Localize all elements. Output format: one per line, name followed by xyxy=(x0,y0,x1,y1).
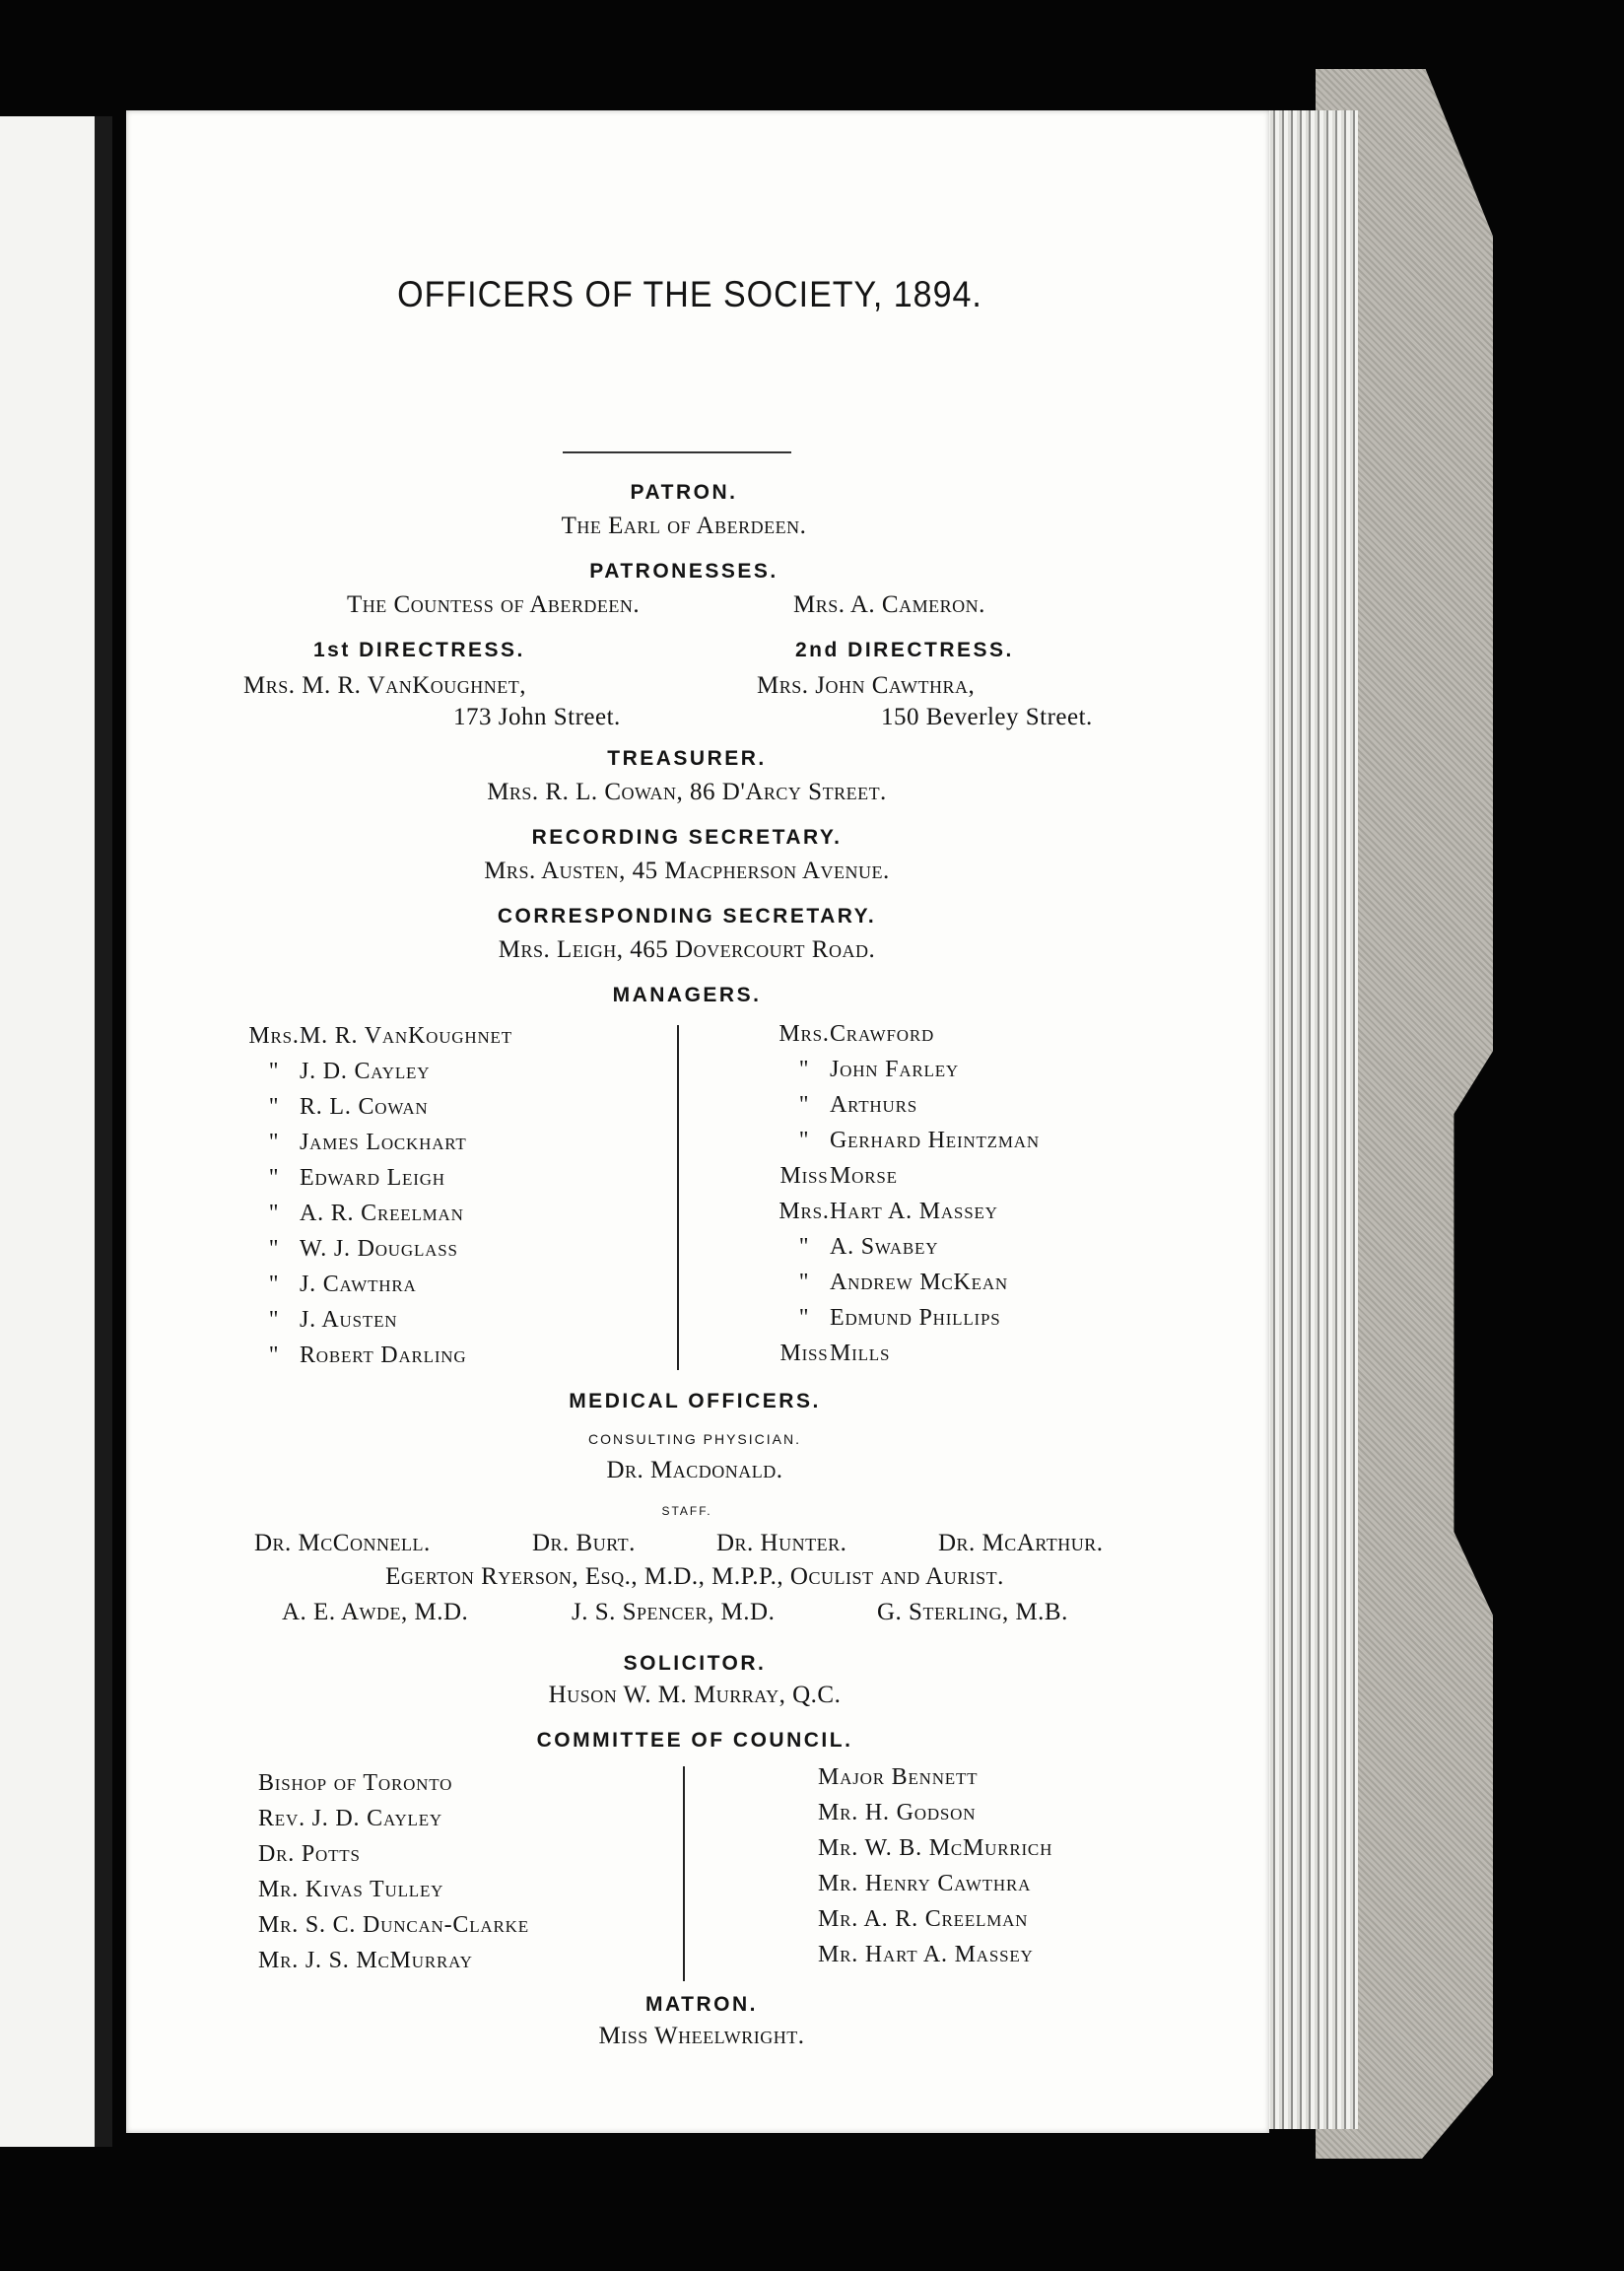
recording-secretary-heading: RECORDING SECRETARY. xyxy=(531,826,843,849)
corresponding-secretary-heading: CORRESPONDING SECRETARY. xyxy=(497,905,877,928)
list-prefix: Mrs. xyxy=(778,1021,830,1047)
patronesses-heading: PATRONESSES. xyxy=(589,560,778,583)
ditto-mark: " xyxy=(798,1057,810,1082)
treasurer-name: Mrs. R. L. Cowan, 86 D'Arcy Street. xyxy=(487,779,887,805)
staff-member: A. E. Awde, M.D. xyxy=(282,1599,469,1625)
ditto-mark: " xyxy=(268,1342,280,1368)
manager-name: Hart A. Massey xyxy=(830,1199,998,1224)
ditto-mark: " xyxy=(268,1236,280,1262)
staff-member: Dr. Hunter. xyxy=(716,1530,847,1556)
manager-name: R. L. Cowan xyxy=(300,1094,429,1120)
list-item: Dr. Potts xyxy=(258,1841,361,1867)
page-edges xyxy=(1261,110,1358,2129)
recording-secretary-name: Mrs. Austen, 45 Macpherson Avenue. xyxy=(484,858,890,884)
list-item xyxy=(778,1092,1040,1128)
list-item xyxy=(248,1094,512,1130)
committee-divider xyxy=(683,1766,685,1981)
staff-member: J. S. Spencer, M.D. xyxy=(572,1599,776,1625)
list-item xyxy=(248,1342,512,1378)
list-item xyxy=(248,1307,512,1342)
staff-member: Dr. McConnell. xyxy=(254,1530,431,1556)
list-item xyxy=(778,1199,1040,1234)
page-title: OFFICERS OF THE SOCIETY, 1894. xyxy=(397,274,982,315)
list-item xyxy=(248,1023,512,1059)
manager-name: Edmund Phillips xyxy=(830,1305,1001,1331)
treasurer-heading: TREASURER. xyxy=(607,747,767,770)
patron-name: The Earl of Aberdeen. xyxy=(561,513,807,539)
patroness-left: The Countess of Aberdeen. xyxy=(347,591,641,618)
list-item: Mr. W. B. McMurrich xyxy=(818,1835,1053,1861)
committee-left-list xyxy=(258,1770,529,1983)
title-rule xyxy=(563,451,791,453)
list-item xyxy=(778,1234,1040,1270)
list-item: Mr. S. C. Duncan-Clarke xyxy=(258,1912,529,1938)
first-directress-heading: 1st DIRECTRESS. xyxy=(313,639,525,661)
medical-officers-heading: MEDICAL OFFICERS. xyxy=(569,1390,821,1412)
ditto-mark: " xyxy=(798,1270,810,1295)
matron-name: Miss Wheelwright. xyxy=(598,2023,805,2049)
ditto-mark: " xyxy=(798,1092,810,1118)
second-directress-name: Mrs. John Cawthra, xyxy=(757,672,976,699)
manager-name: J. Cawthra xyxy=(300,1272,417,1297)
managers-left-list xyxy=(248,1023,512,1378)
patroness-right: Mrs. A. Cameron. xyxy=(793,591,985,618)
solicitor-heading: SOLICITOR. xyxy=(623,1652,767,1675)
consulting-physician-name: Dr. Macdonald. xyxy=(606,1457,783,1483)
ditto-mark: " xyxy=(268,1272,280,1297)
staff-label: STAFF. xyxy=(661,1504,712,1518)
first-directress-address: 173 John Street. xyxy=(453,704,621,730)
manager-name: Crawford xyxy=(830,1021,935,1047)
manager-name: John Farley xyxy=(830,1057,959,1082)
manager-name: Gerhard Heintzman xyxy=(830,1128,1040,1153)
matron-heading: MATRON. xyxy=(645,1993,758,2016)
staff-member: Dr. Burt. xyxy=(532,1530,636,1556)
manager-name: M. R. VanKoughnet xyxy=(300,1023,512,1049)
list-item: Mr. Kivas Tulley xyxy=(258,1877,444,1902)
list-item xyxy=(778,1128,1040,1163)
patron-heading: PATRON. xyxy=(630,481,738,504)
manager-name: W. J. Douglass xyxy=(300,1236,458,1262)
second-directress-address: 150 Beverley Street. xyxy=(881,704,1093,730)
list-item xyxy=(778,1163,1040,1199)
manager-name: Morse xyxy=(830,1163,898,1189)
list-prefix: Miss xyxy=(779,1163,829,1189)
list-item xyxy=(248,1059,512,1094)
list-item: Mr. H. Godson xyxy=(818,1800,977,1825)
ditto-mark: " xyxy=(268,1059,280,1084)
ditto-mark: " xyxy=(268,1094,280,1120)
managers-heading: MANAGERS. xyxy=(612,984,762,1006)
ditto-mark: " xyxy=(798,1305,810,1331)
list-item xyxy=(778,1057,1040,1092)
managers-divider xyxy=(677,1025,679,1370)
ditto-mark: " xyxy=(268,1165,280,1191)
staff-member: Dr. McArthur. xyxy=(938,1530,1104,1556)
list-prefix: Mrs. xyxy=(778,1199,830,1224)
list-item xyxy=(248,1201,512,1236)
consulting-physician-label: CONSULTING PHYSICIAN. xyxy=(588,1431,801,1447)
list-item: Bishop of Toronto xyxy=(258,1770,453,1796)
manager-name: Andrew McKean xyxy=(830,1270,1009,1295)
managers-right-list xyxy=(778,1021,1040,1376)
list-item: Major Bennett xyxy=(818,1764,979,1790)
ditto-mark: " xyxy=(268,1130,280,1155)
list-item xyxy=(248,1272,512,1307)
list-prefix: Mrs. xyxy=(248,1023,300,1049)
oculist-line: Egerton Ryerson, Esq., M.D., M.P.P., Oculist and Aurist. xyxy=(385,1563,1004,1590)
second-directress-heading: 2nd DIRECTRESS. xyxy=(795,639,1014,661)
manager-name: Mills xyxy=(830,1341,891,1366)
committee-heading: COMMITTEE OF COUNCIL. xyxy=(536,1729,853,1752)
list-item: Mr. A. R. Creelman xyxy=(818,1906,1029,1932)
manager-name: A. Swabey xyxy=(830,1234,939,1260)
list-item xyxy=(248,1165,512,1201)
book-gutter xyxy=(95,116,112,2147)
list-item xyxy=(248,1236,512,1272)
list-item xyxy=(778,1305,1040,1341)
list-item: Mr. Hart A. Massey xyxy=(818,1942,1034,1967)
corresponding-secretary-name: Mrs. Leigh, 465 Dovercourt Road. xyxy=(498,936,876,963)
list-item: Rev. J. D. Cayley xyxy=(258,1806,442,1831)
staff-member: G. Sterling, M.B. xyxy=(877,1599,1068,1625)
left-page-edge xyxy=(0,116,108,2147)
list-prefix: Miss xyxy=(779,1341,829,1366)
manager-name: Robert Darling xyxy=(300,1342,467,1368)
manager-name: J. Austen xyxy=(300,1307,398,1333)
ditto-mark: " xyxy=(798,1234,810,1260)
list-item xyxy=(778,1270,1040,1305)
manager-name: J. D. Cayley xyxy=(300,1059,431,1084)
ditto-mark: " xyxy=(798,1128,810,1153)
solicitor-name: Huson W. M. Murray, Q.C. xyxy=(548,1682,842,1708)
ditto-mark: " xyxy=(268,1201,280,1226)
list-item xyxy=(778,1021,1040,1057)
list-item: Mr. Henry Cawthra xyxy=(818,1871,1032,1896)
manager-name: Edward Leigh xyxy=(300,1165,445,1191)
list-item xyxy=(778,1341,1040,1376)
list-item xyxy=(248,1130,512,1165)
first-directress-name: Mrs. M. R. VanKoughnet, xyxy=(243,672,527,699)
manager-name: Arthurs xyxy=(830,1092,917,1118)
ditto-mark: " xyxy=(268,1307,280,1333)
manager-name: James Lockhart xyxy=(300,1130,467,1155)
list-item: Mr. J. S. McMurray xyxy=(258,1948,473,1973)
manager-name: A. R. Creelman xyxy=(300,1201,464,1226)
committee-right-list xyxy=(818,1764,1052,1977)
